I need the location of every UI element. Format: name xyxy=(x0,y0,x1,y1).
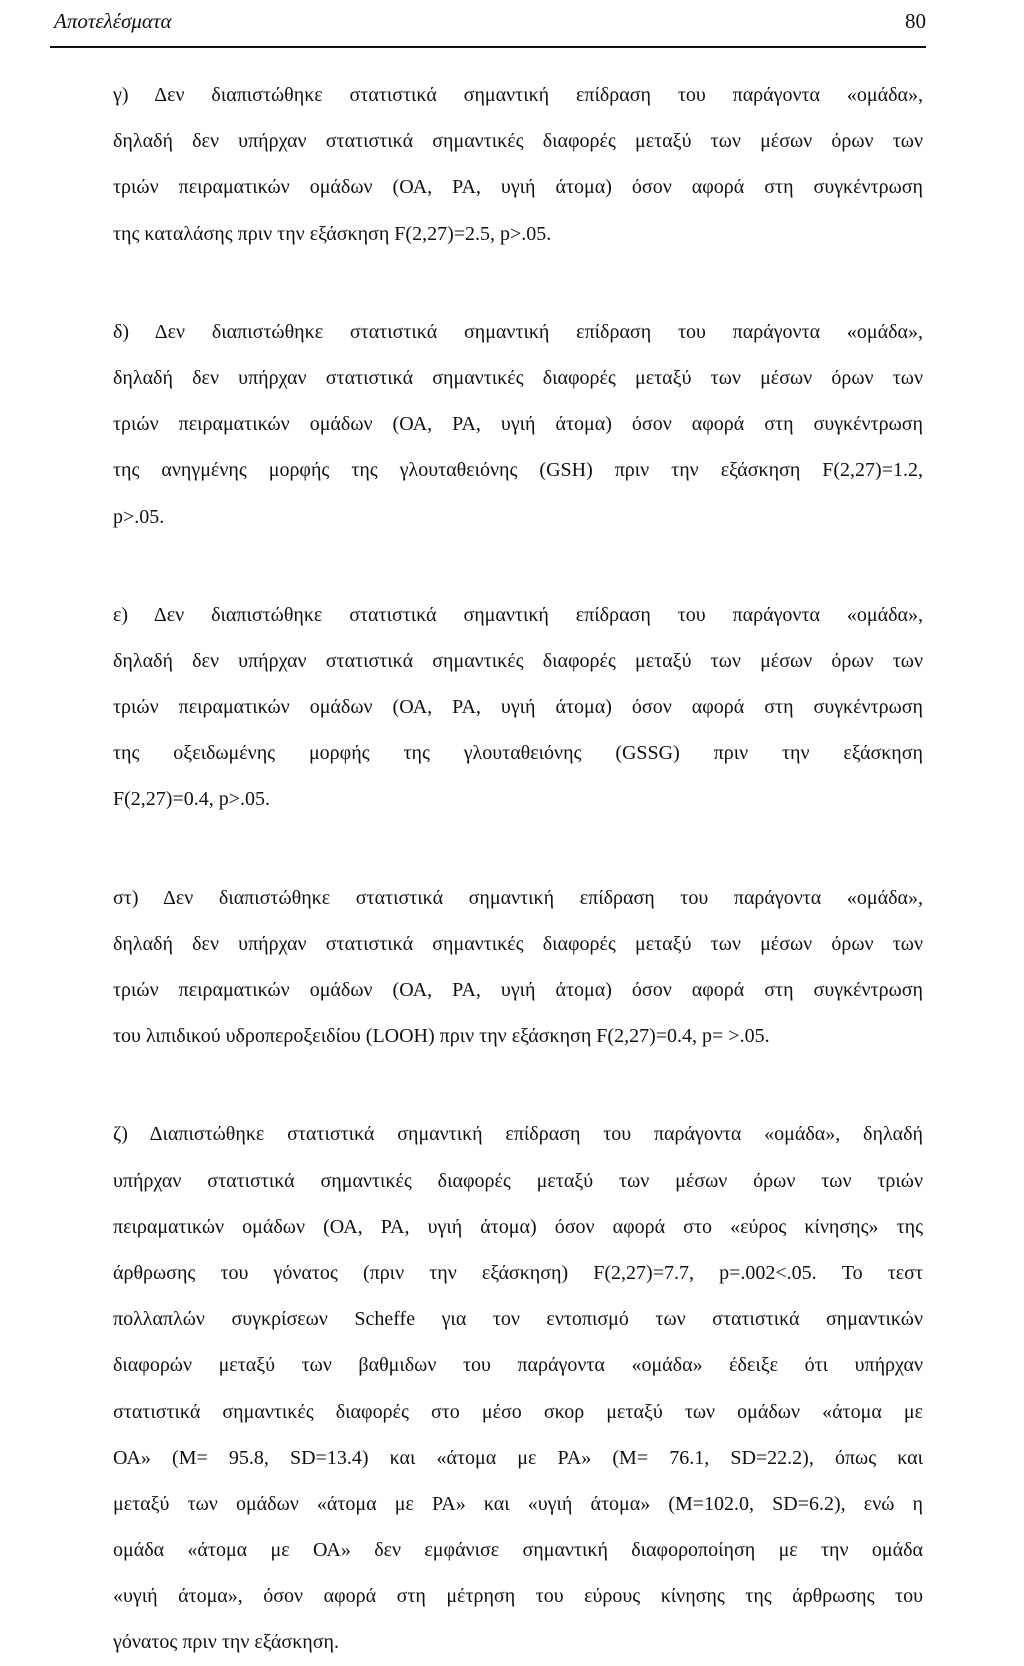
text-line: άρθρωσης του γόνατος (πριν την εξάσκηση) F(2,27)=7.7, p=.002<.05. Το τεστ xyxy=(113,1261,923,1284)
text-line: δ) Δεν διαπιστώθηκε στατιστικά σημαντική επίδραση του παράγοντα «ομάδα», xyxy=(113,320,923,343)
running-header-title: Αποτελέσματα xyxy=(54,9,172,33)
text-line: πολλαπλών συγκρίσεων Scheffe για τον εντοπισμό των στατιστικά σημαντικών xyxy=(113,1308,923,1331)
text-line: ομάδα «άτομα με ΟΑ» δεν εμφάνισε σημαντική διαφοροποίηση με την ομάδα xyxy=(113,1539,923,1562)
text-line: γόνατος πριν την εξάσκηση. xyxy=(113,1631,339,1654)
text-line: γ) Δεν διαπιστώθηκε στατιστικά σημαντική επίδραση του παράγοντα «ομάδα», xyxy=(113,84,923,106)
paragraph-epsilon xyxy=(113,592,923,823)
text-line: υπήρχαν στατιστικά σημαντικές διαφορές μεταξύ των μέσων όρων των τριών xyxy=(113,1169,923,1192)
text-line: του λιπιδικού υδροπεροξειδίου (LOOH) πριν την εξάσκηση F(2,27)=0.4, p= >.05. xyxy=(113,1025,770,1048)
paragraph-delta xyxy=(113,309,923,540)
text-line: τριών πειραματικών ομάδων (ΟΑ, ΡΑ, υγιή άτομα) όσον αφορά στη συγκέντρωση xyxy=(113,979,923,1001)
text-line: τριών πειραματικών ομάδων (ΟΑ, ΡΑ, υγιή άτομα) όσον αφορά στη συγκέντρωση xyxy=(113,413,923,436)
text-line: τριών πειραματικών ομάδων (ΟΑ, ΡΑ, υγιή άτομα) όσον αφορά στη συγκέντρωση xyxy=(113,176,923,199)
paragraph-stigma xyxy=(113,875,923,1060)
paragraph-gamma xyxy=(113,72,923,257)
page-body xyxy=(113,72,923,1666)
text-line: στ) Δεν διαπιστώθηκε στατιστικά σημαντική επίδραση του παράγοντα «ομάδα», xyxy=(113,886,923,909)
header-rule xyxy=(50,46,926,48)
text-line: διαφορών μεταξύ των βαθμιδων του παράγοντα «ομάδα» έδειξε ότι υπήρχαν xyxy=(113,1354,923,1377)
text-line: της ανηγμένης μορφής της γλουταθειόνης (GSH) πριν την εξάσκηση F(2,27)=1.2, xyxy=(113,459,923,482)
text-line: πειραματικών ομάδων (ΟΑ, ΡΑ, υγιή άτομα) όσον αφορά στο «εύρος κίνησης» της xyxy=(113,1215,923,1238)
paragraph-zeta xyxy=(113,1111,923,1665)
text-line: στατιστικά σημαντικές διαφορές στο μέσο σκορ μεταξύ των ομάδων «άτομα με xyxy=(113,1400,923,1423)
page-number: 80 xyxy=(905,9,926,33)
text-line: της καταλάσης πριν την εξάσκηση F(2,27)=2.5, p>.05. xyxy=(113,222,552,245)
text-line: δηλαδή δεν υπήρχαν στατιστικά σημαντικές διαφορές μεταξύ των μέσων όρων των xyxy=(113,130,923,153)
text-line: ε) Δεν διαπιστώθηκε στατιστικά σημαντική επίδραση του παράγοντα «ομάδα», xyxy=(113,603,923,626)
text-line: «υγιή άτομα», όσον αφορά στη μέτρηση του εύρους κίνησης της άρθρωσης του xyxy=(113,1585,923,1608)
text-line: δηλαδή δεν υπήρχαν στατιστικά σημαντικές διαφορές μεταξύ των μέσων όρων των xyxy=(113,649,923,672)
text-line: της οξειδωμένης μορφής της γλουταθειόνης (GSSG) πριν την εξάσκηση xyxy=(113,742,923,765)
text-line: ζ) Διαπιστώθηκε στατιστικά σημαντική επίδραση του παράγοντα «ομάδα», δηλαδή xyxy=(113,1123,923,1146)
text-line: τριών πειραματικών ομάδων (ΟΑ, ΡΑ, υγιή άτομα) όσον αφορά στη συγκέντρωση xyxy=(113,696,923,719)
text-line: μεταξύ των ομάδων «άτομα με ΡΑ» και «υγιή άτομα» (M=102.0, SD=6.2), ενώ η xyxy=(113,1492,923,1515)
text-line: F(2,27)=0.4, p>.05. xyxy=(113,788,271,811)
text-line: δηλαδή δεν υπήρχαν στατιστικά σημαντικές διαφορές μεταξύ των μέσων όρων των xyxy=(113,932,923,955)
text-line: δηλαδή δεν υπήρχαν στατιστικά σημαντικές διαφορές μεταξύ των μέσων όρων των xyxy=(113,366,923,389)
text-line: p>.05. xyxy=(113,505,165,528)
page-header xyxy=(54,6,926,38)
text-line: ΟΑ» (M= 95.8, SD=13.4) και «άτομα με ΡΑ» (M= 76.1, SD=22.2), όπως και xyxy=(113,1446,923,1469)
